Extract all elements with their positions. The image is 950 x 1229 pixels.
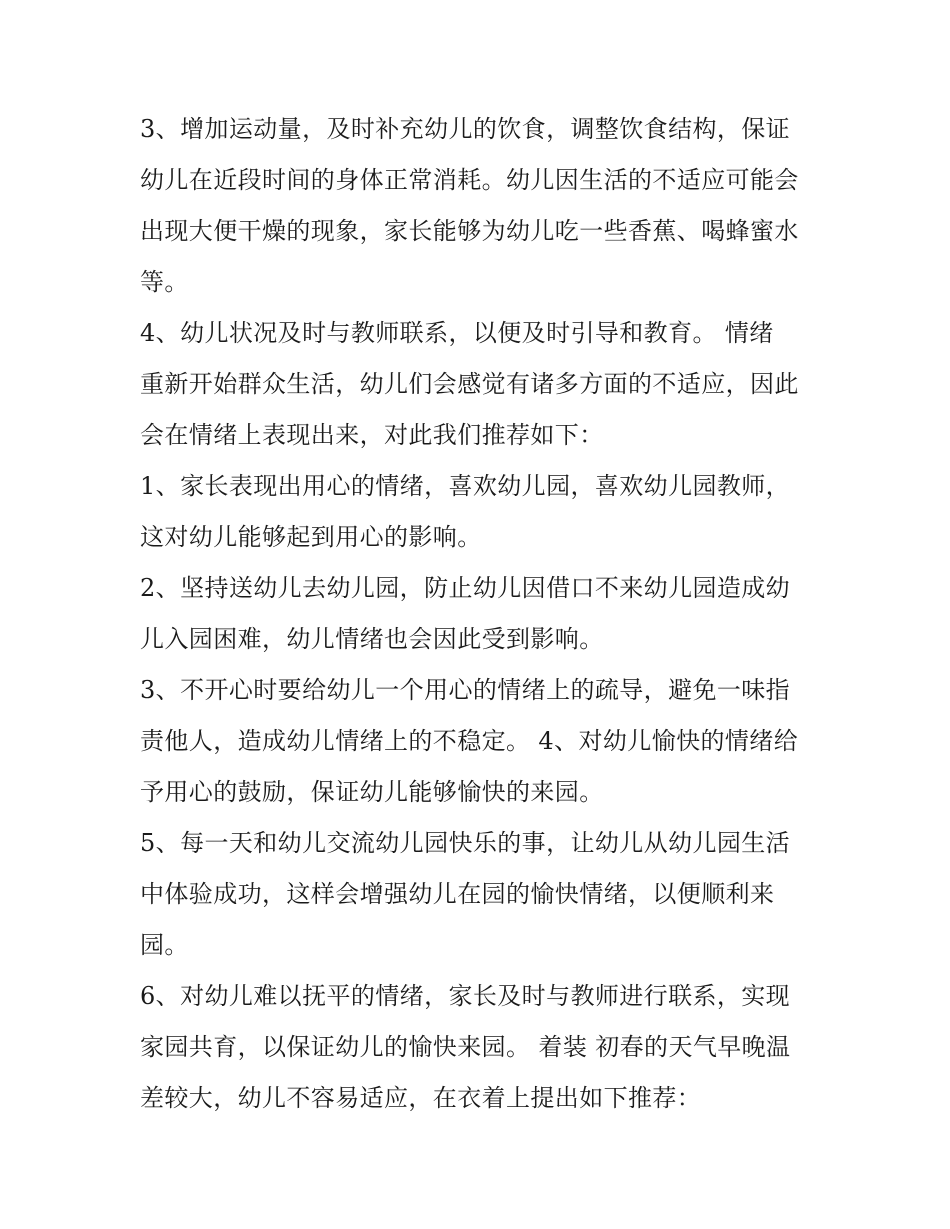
text-line: 会在情绪上表现出来，对此我们推荐如下： — [140, 421, 604, 449]
text-line: 儿入园困难，幼儿情绪也会因此受到影响。 — [140, 625, 604, 653]
paragraph-daily-communication — [140, 818, 820, 971]
text-line: 幼儿在近段时间的身体正常消耗。幼儿因生活的不适应可能会 — [140, 166, 799, 194]
text-line: 5、每一天和幼儿交流幼儿园快乐的事，让幼儿从幼儿园生活 — [140, 829, 791, 857]
text-line: 差较大，幼儿不容易适应，在衣着上提出如下推荐： — [140, 1084, 702, 1112]
paragraph-attendance — [140, 563, 820, 665]
text-line: 4、幼儿状况及时与教师联系，以便及时引导和教育。 情绪 — [140, 319, 774, 347]
paragraph-diet — [140, 104, 820, 308]
paragraph-contact-teacher — [140, 308, 820, 461]
text-line: 重新开始群众生活，幼儿们会感觉有诸多方面的不适应，因此 — [140, 370, 799, 398]
text-line: 家园共育，以保证幼儿的愉快来园。 着装 初春的天气早晚温 — [140, 1033, 791, 1061]
text-line: 园。 — [140, 931, 189, 959]
text-line: 等。 — [140, 268, 189, 296]
text-line: 2、坚持送幼儿去幼儿园，防止幼儿因借口不来幼儿园造成幼 — [140, 574, 791, 602]
paragraph-parent-attitude — [140, 461, 820, 563]
text-line: 这对幼儿能够起到用心的影响。 — [140, 523, 482, 551]
text-line: 3、不开心时要给幼儿一个用心的情绪上的疏导，避免一味指 — [140, 676, 791, 704]
text-line: 6、对幼儿难以抚平的情绪，家长及时与教师进行联系，实现 — [140, 982, 791, 1010]
text-line: 中体验成功，这样会增强幼儿在园的愉快情绪，以便顺利来 — [140, 880, 775, 908]
paragraph-emotional-guidance — [140, 665, 820, 818]
paragraph-home-school-cooperation — [140, 971, 820, 1124]
text-line: 予用心的鼓励，保证幼儿能够愉快的来园。 — [140, 778, 604, 806]
text-line: 1、家长表现出用心的情绪，喜欢幼儿园，喜欢幼儿园教师， — [140, 472, 791, 500]
document-body — [140, 104, 820, 1124]
text-line: 出现大便干燥的现象，家长能够为幼儿吃一些香蕉、喝蜂蜜水 — [140, 217, 799, 245]
text-line: 责他人，造成幼儿情绪上的不稳定。 4、对幼儿愉快的情绪给 — [140, 727, 799, 755]
text-line: 3、增加运动量，及时补充幼儿的饮食，调整饮食结构，保证 — [140, 115, 791, 143]
